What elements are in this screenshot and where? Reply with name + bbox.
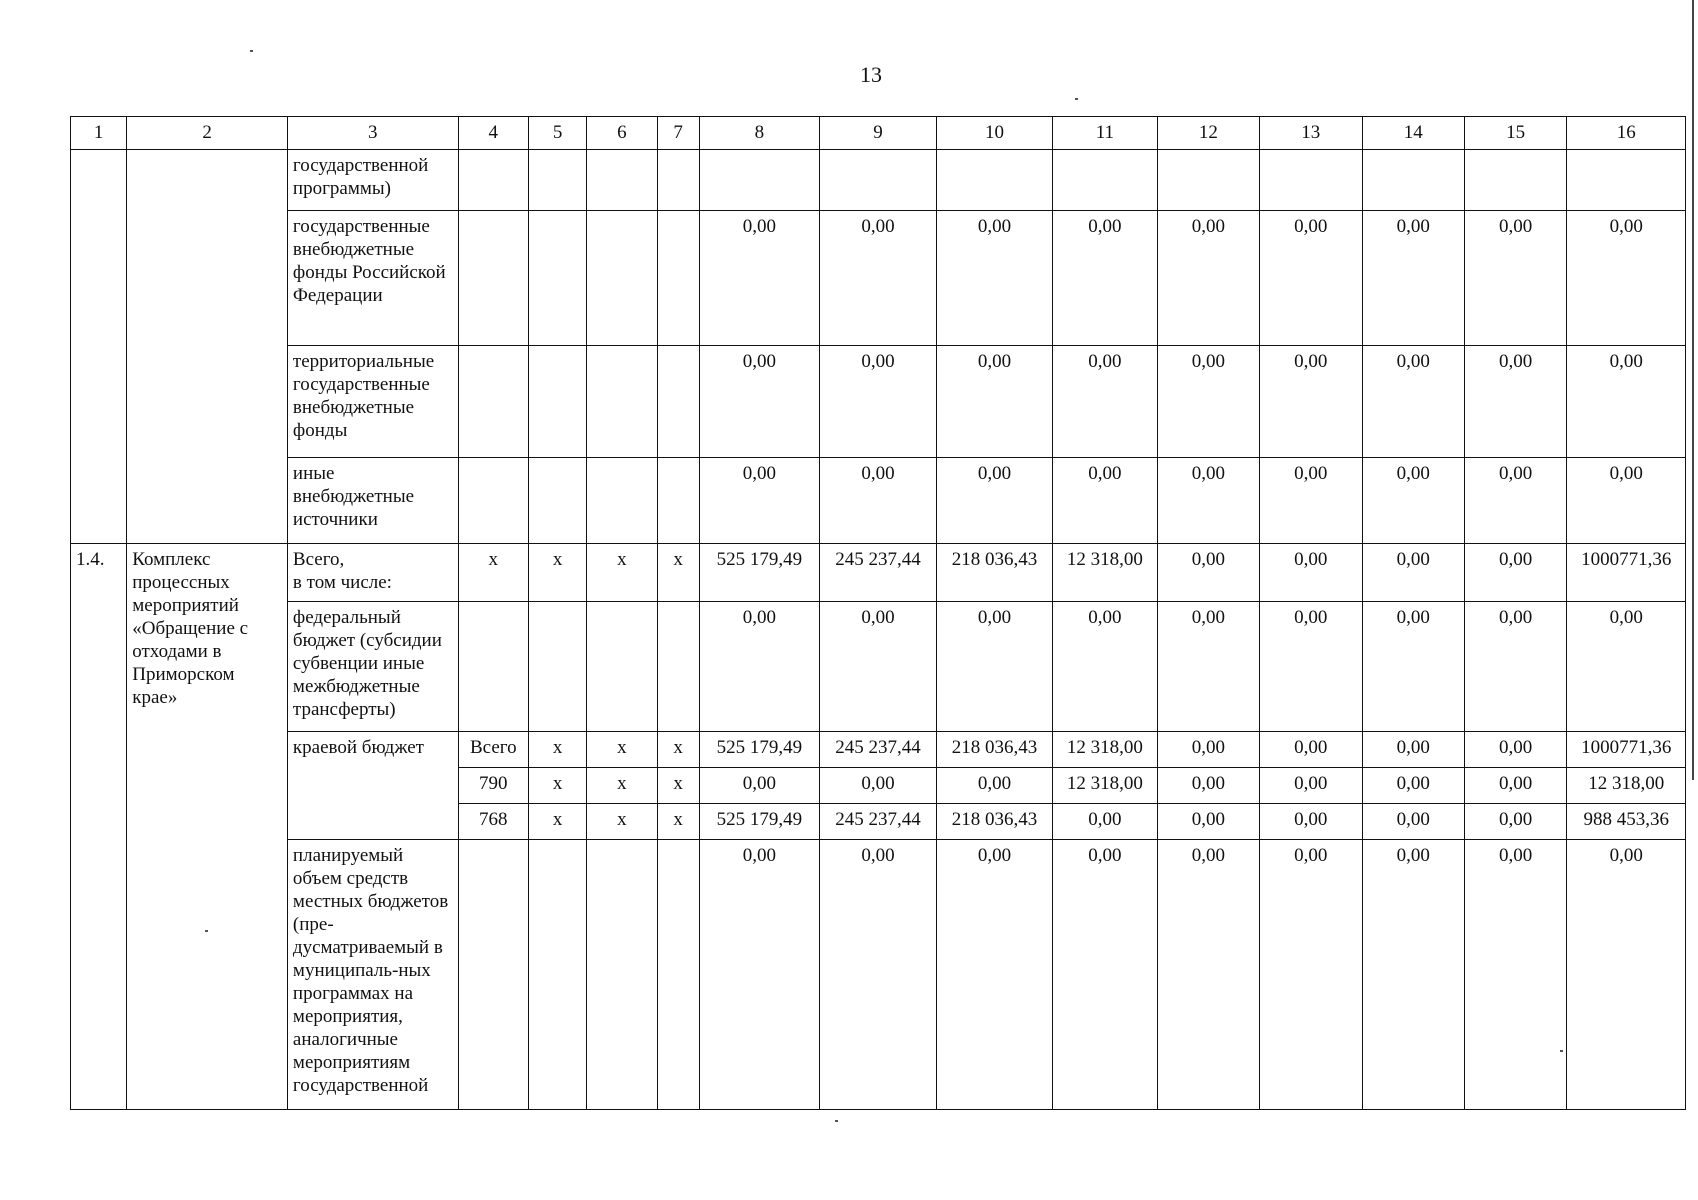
header-row [71, 117, 1686, 150]
value-cell: 0,00 [1157, 346, 1259, 458]
column-header: 8 [699, 117, 820, 150]
mark-cell: х [657, 732, 699, 768]
value-cell: 0,00 [936, 346, 1053, 458]
value-cell: 0,00 [1157, 211, 1259, 346]
column-header: 14 [1362, 117, 1464, 150]
value-cell: 0,00 [1157, 840, 1259, 1110]
value-cell: 0,00 [1464, 804, 1566, 840]
value-cell: 0,00 [936, 840, 1053, 1110]
value-cell: 245 237,44 [820, 804, 937, 840]
value-cell: 0,00 [1464, 602, 1566, 732]
column-header: 3 [287, 117, 458, 150]
table-row [71, 211, 1686, 346]
funding-source-label: государственные внебюджетные фонды Российской Федерации [287, 211, 458, 346]
value-cell: 0,00 [1362, 768, 1464, 804]
value-cell: 0,00 [699, 840, 820, 1110]
value-cell: 0,00 [1567, 840, 1686, 1110]
total-label-line1: Всего, [292, 549, 345, 570]
mark-cell: х [587, 768, 657, 804]
value-cell: 0,00 [1260, 346, 1362, 458]
column-header: 16 [1567, 117, 1686, 150]
value-cell: 0,00 [820, 602, 937, 732]
value-cell: 0,00 [1260, 804, 1362, 840]
table-row [71, 732, 1686, 768]
column-header: 12 [1157, 117, 1259, 150]
value-cell: 0,00 [1362, 211, 1464, 346]
value-cell: 0,00 [1362, 840, 1464, 1110]
value-cell: 0,00 [1157, 458, 1259, 544]
value-cell: 0,00 [820, 346, 937, 458]
column-header: 2 [127, 117, 288, 150]
value-cell: 0,00 [1157, 544, 1259, 602]
mark-cell: х [587, 804, 657, 840]
column-header: 10 [936, 117, 1053, 150]
mark-cell: х [528, 804, 586, 840]
value-cell: 525 179,49 [699, 732, 820, 768]
value-cell: 1000771,36 [1567, 732, 1686, 768]
value-cell: 0,00 [1362, 544, 1464, 602]
value-cell: 218 036,43 [936, 732, 1053, 768]
value-cell: 0,00 [936, 768, 1053, 804]
column-header: 15 [1464, 117, 1566, 150]
value-cell: 12 318,00 [1053, 544, 1157, 602]
value-cell: 1000771,36 [1567, 544, 1686, 602]
column-header: 5 [528, 117, 586, 150]
mark-cell: х [587, 732, 657, 768]
code-cell: Всего [458, 732, 528, 768]
value-cell: 0,00 [1260, 602, 1362, 732]
column-header: 11 [1053, 117, 1157, 150]
funding-source-label: территориальные государственные внебюджетные фонды [287, 346, 458, 458]
value-cell: 0,00 [936, 458, 1053, 544]
page-number: 13 [860, 62, 882, 87]
value-cell: 0,00 [1053, 211, 1157, 346]
column-header: 4 [458, 117, 528, 150]
table-row [71, 458, 1686, 544]
value-cell: 0,00 [699, 768, 820, 804]
value-cell: 0,00 [1567, 458, 1686, 544]
value-cell: 0,00 [699, 602, 820, 732]
value-cell: 0,00 [699, 346, 820, 458]
column-header: 9 [820, 117, 937, 150]
value-cell: 218 036,43 [936, 804, 1053, 840]
value-cell: 0,00 [936, 602, 1053, 732]
mark-cell: х [657, 804, 699, 840]
value-cell: 12 318,00 [1053, 732, 1157, 768]
value-cell: 0,00 [1362, 804, 1464, 840]
value-cell: 12 318,00 [1053, 768, 1157, 804]
value-cell: 0,00 [1464, 840, 1566, 1110]
empty-cell [127, 150, 288, 544]
funding-source-label: краевой бюджет [287, 732, 458, 840]
code-cell: 768 [458, 804, 528, 840]
value-cell: 0,00 [1053, 458, 1157, 544]
value-cell [1362, 150, 1464, 211]
funding-source-label: иные внебюджетные источники [287, 458, 458, 544]
value-cell: 0,00 [1260, 544, 1362, 602]
scan-speck [250, 50, 253, 52]
value-cell [1567, 150, 1686, 211]
value-cell: 0,00 [820, 840, 937, 1110]
value-cell: 0,00 [1260, 458, 1362, 544]
code-cell: х [587, 544, 657, 602]
table-row [71, 602, 1686, 732]
value-cell: 0,00 [1053, 602, 1157, 732]
value-cell: 0,00 [1260, 840, 1362, 1110]
value-cell: 0,00 [1362, 732, 1464, 768]
total-label [287, 544, 458, 602]
value-cell: 0,00 [936, 211, 1053, 346]
section-name: Комплекс процессных мероприятий «Обращение с отходами в Приморском крае» [127, 544, 288, 1110]
empty-cell [71, 150, 127, 544]
mark-cell: х [528, 732, 586, 768]
value-cell: 12 318,00 [1567, 768, 1686, 804]
value-cell: 0,00 [1053, 346, 1157, 458]
value-cell: 0,00 [820, 768, 937, 804]
value-cell [820, 150, 937, 211]
budget-table [70, 116, 1686, 1110]
value-cell: 245 237,44 [820, 732, 937, 768]
table-row [71, 840, 1686, 1110]
value-cell: 988 453,36 [1567, 804, 1686, 840]
value-cell: 0,00 [1260, 768, 1362, 804]
column-header: 7 [657, 117, 699, 150]
value-cell: 0,00 [820, 458, 937, 544]
scan-speck [205, 930, 208, 932]
column-header: 1 [71, 117, 127, 150]
value-cell [1157, 150, 1259, 211]
value-cell: 0,00 [1362, 602, 1464, 732]
funding-source-label: федеральный бюджет (субсидии субвенции иные межбюджетные трансферты) [287, 602, 458, 732]
table-row [71, 150, 1686, 211]
value-cell: 0,00 [1464, 458, 1566, 544]
value-cell: 0,00 [1464, 211, 1566, 346]
value-cell: 0,00 [1157, 768, 1259, 804]
funding-source-label: планируемый объем средств местных бюджетов (пре-дусматриваемый в муниципаль-ных программах на мероприятия, аналогичные мероприятиям государственной [287, 840, 458, 1110]
value-cell: 218 036,43 [936, 544, 1053, 602]
scan-speck [835, 1120, 838, 1122]
value-cell: 0,00 [820, 211, 937, 346]
scan-edge-line [1692, 0, 1694, 780]
value-cell: 0,00 [1362, 346, 1464, 458]
value-cell: 0,00 [1567, 602, 1686, 732]
value-cell: 525 179,49 [699, 544, 820, 602]
value-cell: 0,00 [1053, 840, 1157, 1110]
value-cell: 0,00 [1464, 544, 1566, 602]
value-cell: 0,00 [699, 211, 820, 346]
table-row-total [71, 544, 1686, 602]
section-number: 1.4. [71, 544, 127, 1110]
value-cell [936, 150, 1053, 211]
value-cell: 245 237,44 [820, 544, 937, 602]
value-cell: 0,00 [1260, 211, 1362, 346]
value-cell: 0,00 [699, 458, 820, 544]
code-cell: х [458, 544, 528, 602]
mark-cell: х [657, 768, 699, 804]
value-cell [1464, 150, 1566, 211]
total-label-line2: в том числе: [292, 572, 392, 593]
value-cell [1260, 150, 1362, 211]
code-cell: х [528, 544, 586, 602]
value-cell: 0,00 [1157, 804, 1259, 840]
value-cell: 0,00 [1362, 458, 1464, 544]
value-cell: 0,00 [1464, 732, 1566, 768]
column-header: 13 [1260, 117, 1362, 150]
scan-speck [1075, 98, 1078, 100]
value-cell: 525 179,49 [699, 804, 820, 840]
value-cell: 0,00 [1567, 346, 1686, 458]
value-cell [1053, 150, 1157, 211]
value-cell: 0,00 [1157, 602, 1259, 732]
code-cell: х [657, 544, 699, 602]
value-cell: 0,00 [1157, 732, 1259, 768]
mark-cell: х [528, 768, 586, 804]
column-header: 6 [587, 117, 657, 150]
table-row [71, 346, 1686, 458]
value-cell: 0,00 [1260, 732, 1362, 768]
scan-speck [1560, 1050, 1563, 1052]
value-cell: 0,00 [1464, 346, 1566, 458]
value-cell: 0,00 [1464, 768, 1566, 804]
value-cell: 0,00 [1053, 804, 1157, 840]
value-cell [699, 150, 820, 211]
code-cell: 790 [458, 768, 528, 804]
funding-source-label: государственной программы) [287, 150, 458, 211]
value-cell: 0,00 [1567, 211, 1686, 346]
